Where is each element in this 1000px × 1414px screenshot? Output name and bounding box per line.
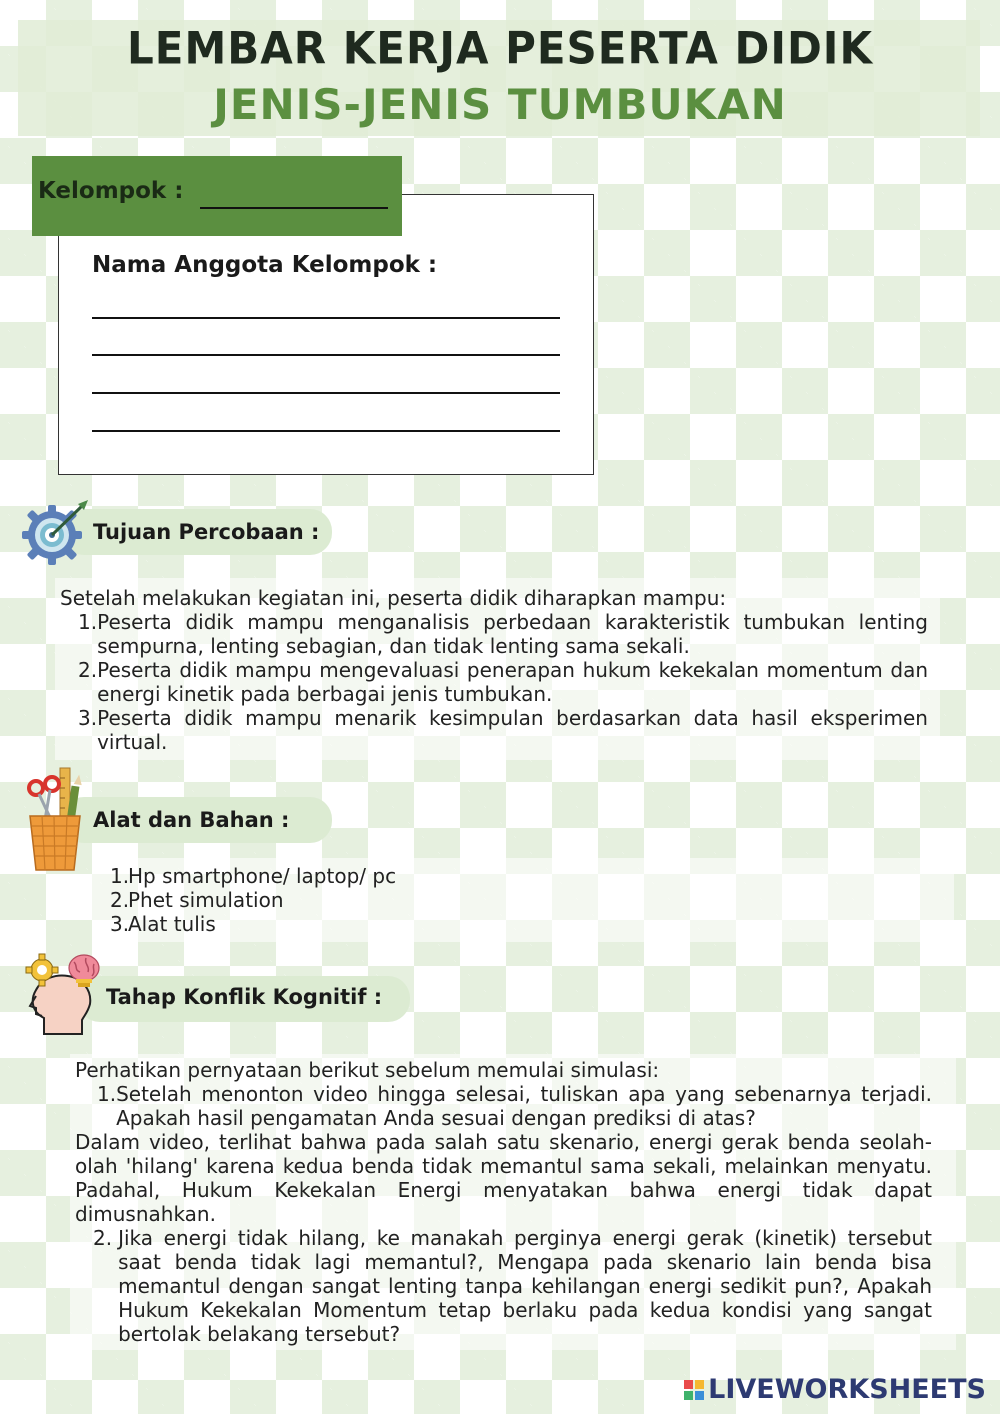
list-text: Peserta didik mampu menganalisis perbedaan karakteristik tumbukan lenting sempurna, lenting sebagian, dan tidak lenting sama sekali. [97, 610, 928, 658]
list-number: 3. [110, 912, 130, 936]
member-line-1[interactable] [92, 317, 560, 319]
tools-body [110, 864, 530, 936]
list-text: Alat tulis [128, 912, 216, 936]
group-name-field[interactable] [200, 207, 388, 209]
logo-blocks-icon [684, 1380, 704, 1400]
list-number: 3. [78, 706, 98, 730]
list-number: 1. [110, 864, 130, 888]
objectives-intro: Setelah melakukan kegiatan ini, peserta didik diharapkan mampu: [60, 586, 727, 610]
objectives-body [60, 586, 928, 754]
tools-list [110, 864, 530, 936]
head-brain-gear-icon [22, 950, 106, 1036]
list-item [75, 1226, 932, 1346]
conflict-heading: Tahap Konflik Kognitif : [106, 985, 383, 1009]
page-title: LEMBAR KERJA PESERTA DIDIK [127, 22, 873, 75]
objectives-list [60, 610, 928, 754]
member-line-3[interactable] [92, 392, 560, 394]
list-item [110, 888, 530, 912]
list-number: 2. [78, 658, 98, 682]
list-text: Jika energi tidak hilang, ke manakah perginya energi gerak (kinetik) tersebut saat benda tidak lagi memantul?, Mengapa pada skenario lain benda bisa memantul dengan sangat lenting tanpa kehilangan energi sedikit pun?, Apakah Hukum Kekekalan Momentum tetap berlaku pada kedua kondisi yang sangat bertolak belakang tersebut? [118, 1226, 932, 1346]
conflict-body [75, 1058, 932, 1346]
conflict-paragraph: Dalam video, terlihat bahwa pada salah satu skenario, energi gerak benda seolah-olah 'hilang' karena kedua benda tidak memantul sama sekali, melainkan menyatu. Padahal, Hukum Kekekalan Energi menyatakan bahwa energi tidak dapat dimusnahkan. [75, 1130, 932, 1226]
list-item [75, 1082, 932, 1130]
pencil-cup-icon [24, 766, 86, 872]
list-item [78, 610, 928, 658]
member-box [58, 194, 594, 475]
liveworksheets-logo[interactable] [684, 1374, 986, 1405]
members-label: Nama Anggota Kelompok : [92, 252, 438, 278]
logo-text: LIVEWORKSHEETS [708, 1374, 986, 1405]
group-label: Kelompok : [38, 178, 184, 204]
list-item [78, 658, 928, 706]
list-item [110, 912, 530, 936]
page-subtitle: JENIS-JENIS TUMBUKAN [213, 80, 787, 129]
list-number: 1. [97, 1082, 117, 1106]
list-item [78, 706, 928, 754]
conflict-intro: Perhatikan pernyataan berikut sebelum memulai simulasi: [75, 1058, 660, 1082]
list-item [110, 864, 530, 888]
list-text: Setelah menonton video hingga selesai, tuliskan apa yang sebenarnya terjadi. Apakah hasil pengamatan Anda sesuai dengan prediksi di atas? [116, 1082, 932, 1130]
list-number: 2. [110, 888, 130, 912]
objectives-heading: Tujuan Percobaan : [93, 520, 320, 544]
gear-target-icon [18, 498, 90, 570]
member-line-2[interactable] [92, 354, 560, 356]
list-number: 2. [93, 1226, 113, 1250]
member-line-4[interactable] [92, 430, 560, 432]
list-text: Peserta didik mampu menarik kesimpulan berdasarkan data hasil eksperimen virtual. [97, 706, 928, 754]
list-text: Hp smartphone/ laptop/ pc [128, 864, 397, 888]
list-text: Peserta didik mampu mengevaluasi penerapan hukum kekekalan momentum dan energi kinetik pada berbagai jenis tumbukan. [97, 658, 928, 706]
list-text: Phet simulation [128, 888, 284, 912]
tools-heading: Alat dan Bahan : [93, 808, 290, 832]
list-number: 1. [78, 610, 98, 634]
